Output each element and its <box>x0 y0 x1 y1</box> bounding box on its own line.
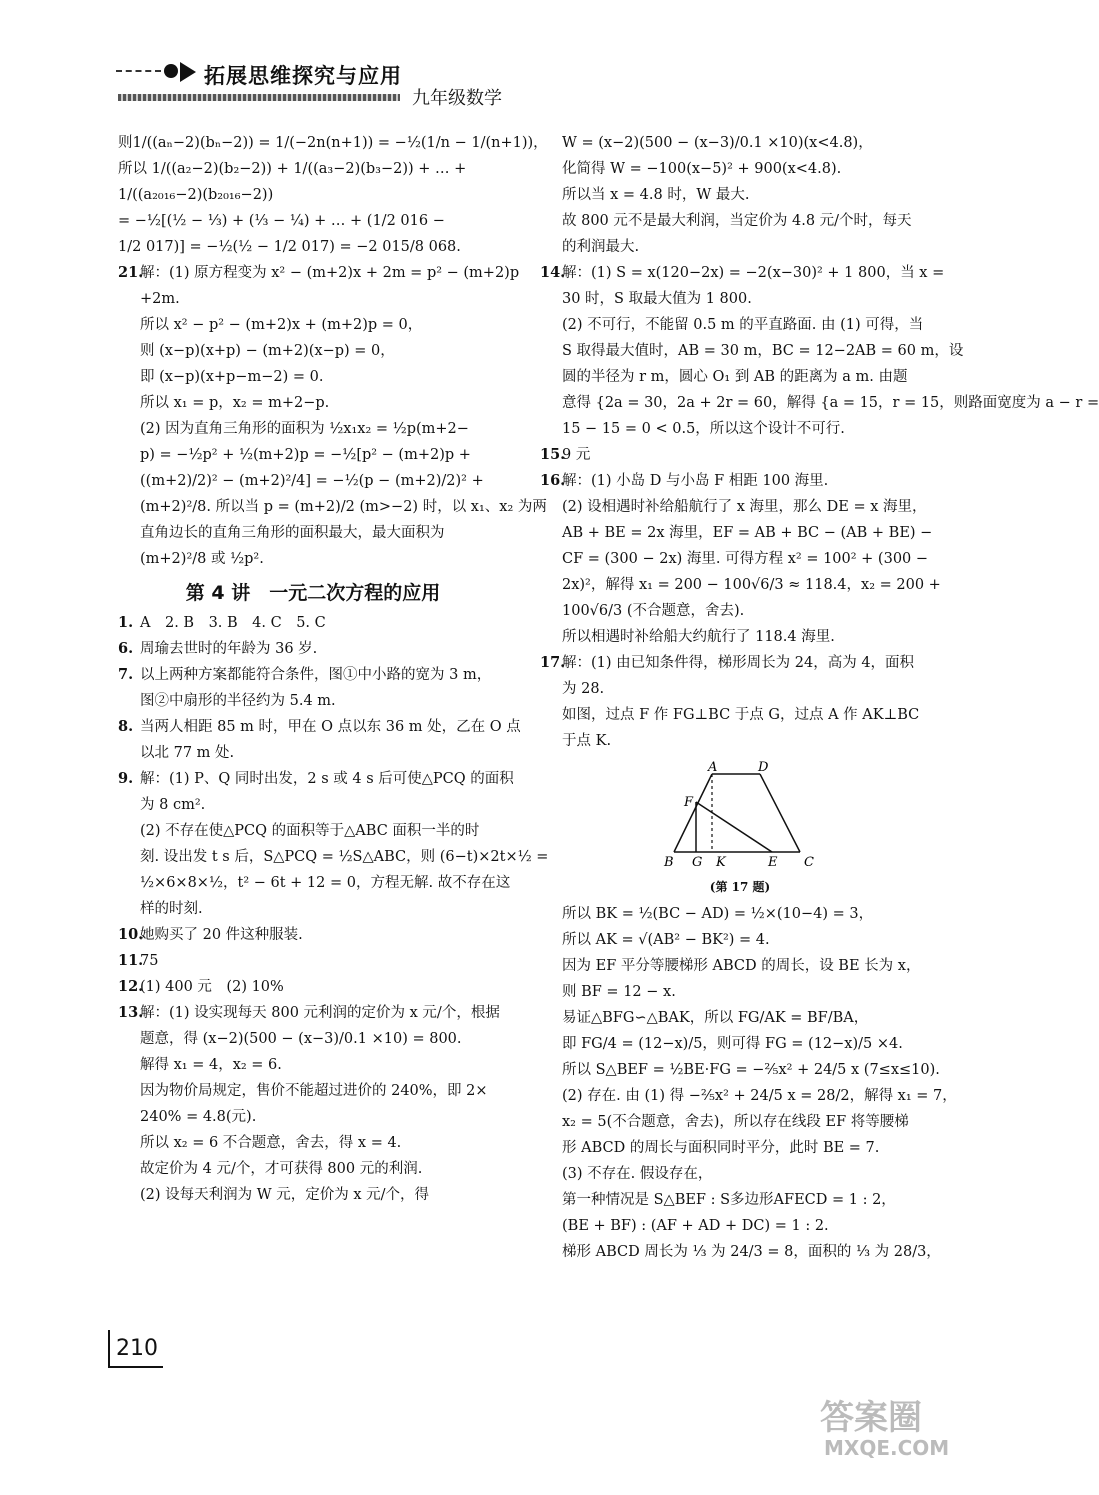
problem-number: 9. <box>118 770 134 787</box>
segment-fe <box>696 802 772 852</box>
text-line <box>118 1078 508 1104</box>
problem-number: 21. <box>118 264 144 281</box>
text-line <box>540 1239 952 1265</box>
line-text: 解：(1) P、Q 同时出发，2 s 或 4 s 后可使△PCQ 的面积 <box>140 771 514 787</box>
watermark-url: MXQE.COM <box>824 1436 950 1460</box>
line-text: 易证△BFG∽△BAK，所以 FG/AK = BF/BA， <box>562 1010 869 1026</box>
grade-subject: 九年级数学 <box>412 88 502 109</box>
line-text: 75 <box>140 953 159 969</box>
text-line <box>118 662 508 688</box>
line-text: 15 − 15 = 0 < 0.5，所以这个设计不可行. <box>562 421 845 437</box>
line-text: 的利润最大. <box>562 239 640 255</box>
line-text: 9 元 <box>562 447 591 463</box>
line-text: ½×6×8×½，t² − 6t + 12 = 0，方程无解. 故不存在这 <box>140 875 511 891</box>
line-text: 为 8 cm². <box>140 797 206 813</box>
header-dot-icon <box>164 64 178 78</box>
text-line <box>540 1057 952 1083</box>
line-text: 30 时，S 取最大值为 1 800. <box>562 291 752 307</box>
text-line <box>118 740 508 766</box>
text-line <box>540 416 952 442</box>
line-text: 题意，得 (x−2)(500 − (x−3)/0.1 ×10) = 800. <box>140 1031 462 1047</box>
trapezoid-diagram <box>660 760 820 870</box>
line-text: 所以 x₁ = p，x₂ = m+2−p. <box>140 395 330 411</box>
series-title: 拓展思维探究与应用 <box>204 64 402 88</box>
left-column <box>118 130 549 1208</box>
line-text: 图②中扇形的半径约为 5.4 m. <box>140 693 336 709</box>
text-line <box>540 1005 952 1031</box>
line-text: (1) 400 元 (2) 10% <box>140 979 284 995</box>
text-line <box>118 948 508 974</box>
text-line <box>540 901 952 927</box>
line-text: 1/((a₂₀₁₆−2)(b₂₀₁₆−2)) <box>118 187 274 203</box>
point-label-k: K <box>716 855 726 870</box>
text-line <box>118 234 508 260</box>
point-label-c: C <box>804 855 814 870</box>
text-line <box>540 1161 952 1187</box>
text-line <box>540 520 952 546</box>
line-text: 如图，过点 F 作 FG⊥BC 于点 G，过点 A 作 AK⊥BC <box>562 707 920 723</box>
page-number: 210 <box>116 1336 158 1361</box>
line-text: 解：(1) 小岛 D 与小岛 F 相距 100 海里. <box>562 473 829 489</box>
problem-number: 6. <box>118 640 134 657</box>
text-line <box>540 442 952 468</box>
text-line <box>118 182 508 208</box>
text-line <box>540 1213 952 1239</box>
text-line <box>540 1031 952 1057</box>
text-line <box>540 1083 957 1109</box>
text-line <box>118 442 508 468</box>
line-text: 解：(1) 设实现每天 800 元利润的定价为 x 元/个，根据 <box>140 1005 500 1021</box>
text-line <box>540 234 952 260</box>
text-line <box>118 1052 508 1078</box>
text-line <box>118 636 508 662</box>
text-line <box>118 1156 508 1182</box>
section-heading: 第 4 讲 一元二次方程的应用 <box>185 582 441 604</box>
line-text: CF = (300 − 2x) 海里. 可得方程 x² = 100² + (300 − <box>562 551 929 567</box>
problem-number: 13. <box>118 1004 144 1021</box>
line-text: 因为 EF 平分等腰梯形 ABCD 的周长，设 BE 长为 x， <box>562 958 921 974</box>
problem-number: 12. <box>118 978 144 995</box>
line-text: +2m. <box>140 291 180 307</box>
page-number-rule <box>108 1330 110 1366</box>
text-line <box>118 364 508 390</box>
point-label-g: G <box>692 855 703 870</box>
text-line <box>118 546 508 572</box>
line-text: 解：(1) S = x(120−2x) = −2(x−30)² + 1 800，当 x = <box>562 265 945 281</box>
line-text: 所以 S△BEF = ½BE·FG = −⅖x² + 24/5 x (7≤x≤10). <box>562 1062 940 1078</box>
text-line <box>540 156 952 182</box>
line-text: (2) 因为直角三角形的面积为 ½x₁x₂ = ½p(m+2− <box>140 421 469 437</box>
problem-number: 16. <box>540 472 566 489</box>
text-line <box>118 338 508 364</box>
header-dash-decoration <box>116 70 161 72</box>
point-label-b: B <box>664 855 674 870</box>
header-arrow-icon <box>180 62 196 82</box>
line-text: 则 BF = 12 − x. <box>562 984 676 1000</box>
line-text: 100√6/3 (不合题意，舍去). <box>562 603 745 619</box>
segment-dc <box>760 774 800 852</box>
text-line <box>118 844 549 870</box>
text-line <box>540 702 952 728</box>
line-text: 解：(1) 原方程变为 x² − (m+2)x + 2m = p² − (m+2)p <box>140 265 520 281</box>
text-line <box>118 416 508 442</box>
text-line <box>540 953 952 979</box>
line-text: (2) 不可行，不能留 0.5 m 的平直路面. 由 (1) 可得，当 <box>562 317 924 333</box>
text-line <box>540 494 952 520</box>
text-line <box>540 286 952 312</box>
point-label-d: D <box>758 760 769 775</box>
line-text: 则 (x−p)(x+p) − (m+2)(x−p) = 0， <box>140 343 395 359</box>
line-text: 圆的半径为 r m，圆心 O₁ 到 AB 的距离为 a m. 由题 <box>562 369 908 385</box>
line-text: (BE + BF) : (AF + AD + DC) = 1 : 2. <box>562 1218 829 1234</box>
text-line <box>540 260 952 286</box>
text-line <box>540 1109 952 1135</box>
text-line <box>118 468 508 494</box>
text-line <box>118 520 508 546</box>
problem-number: 1. <box>118 614 134 631</box>
line-text: 直角边长的直角三角形的面积最大，最大面积为 <box>140 525 445 541</box>
text-line <box>118 688 508 714</box>
text-line <box>540 208 952 234</box>
text-line <box>540 338 964 364</box>
line-text: 所以 BK = ½(BC − AD) = ½×(10−4) = 3， <box>562 906 874 922</box>
line-text: 为 28. <box>562 681 605 697</box>
line-text: W = (x−2)(500 − (x−3)/0.1 ×10)(x<4.8)， <box>562 135 873 151</box>
right-column <box>540 130 1099 1265</box>
text-line <box>540 1187 952 1213</box>
text-line <box>118 610 508 636</box>
line-text: 所以 x₂ = 6 不合题意，舍去，得 x = 4. <box>140 1135 402 1151</box>
line-text: (3) 不存在. 假设存在， <box>562 1166 713 1182</box>
line-text: 所以 1/((a₂−2)(b₂−2)) + 1/((a₃−2)(b₃−2)) + … + <box>118 161 467 177</box>
point-label-f: F <box>684 795 694 810</box>
text-line <box>540 1135 952 1161</box>
problem-number: 7. <box>118 666 134 683</box>
text-line <box>540 650 952 676</box>
point-label-e: E <box>768 855 778 870</box>
text-line <box>118 766 514 792</box>
line-text: 她购买了 20 件这种服装. <box>140 927 303 943</box>
header-bar-decoration <box>118 94 400 101</box>
line-text: S 取得最大值时，AB = 30 m，BC = 12−2AB = 60 m，设 <box>562 343 964 359</box>
line-text: 意得 {2a = 30，2a + 2r = 60，解得 {a = 15，r = 15，则路面宽度为 a − r = <box>562 395 1099 411</box>
problem-number: 11. <box>118 952 144 969</box>
page-number-underline <box>108 1366 163 1368</box>
text-line <box>540 728 952 754</box>
text-line <box>118 792 508 818</box>
line-text: x₂ = 5(不合题意，舍去)，所以存在线段 EF 将等腰梯 <box>562 1114 909 1130</box>
line-text: 故定价为 4 元/个，才可获得 800 元的利润. <box>140 1161 423 1177</box>
text-line <box>540 676 952 702</box>
line-text: 所以相遇时补给船大约航行了 118.4 海里. <box>562 629 835 645</box>
line-text: (2) 设相遇时补给船航行了 x 海里，那么 DE = x 海里， <box>562 499 927 515</box>
text-line <box>118 922 508 948</box>
segment-ba <box>674 774 712 852</box>
text-line <box>118 208 508 234</box>
text-line <box>540 468 952 494</box>
text-line <box>118 1104 508 1130</box>
line-text: 样的时刻. <box>140 901 203 917</box>
text-line <box>118 156 508 182</box>
text-line <box>540 546 952 572</box>
line-text: AB + BE = 2x 海里，EF = AB + BC − (AB + BE) − <box>562 525 933 541</box>
text-line <box>540 364 952 390</box>
page-header <box>112 60 512 109</box>
line-text: 周瑜去世时的年龄为 36 岁. <box>140 641 318 657</box>
line-text: A 2. B 3. B 4. C 5. C <box>140 615 326 631</box>
text-line <box>118 974 508 1000</box>
text-line <box>540 624 952 650</box>
text-line <box>118 1026 508 1052</box>
text-line <box>540 312 952 338</box>
line-text: 于点 K. <box>562 733 612 749</box>
text-line <box>540 927 952 953</box>
problem-number: 17. <box>540 654 566 671</box>
text-line <box>540 572 952 598</box>
watermark-logo: 答案圈 <box>820 1398 922 1438</box>
text-line <box>118 130 548 156</box>
text-line <box>118 1000 508 1026</box>
problem-number: 8. <box>118 718 134 735</box>
line-text: 即 FG/4 = (12−x)/5，则可得 FG = (12−x)/5 ×4. <box>562 1036 903 1052</box>
line-text: 则1/((aₙ−2)(bₙ−2)) = 1/(−2n(n+1)) = −½(1/n − 1/(n+1))， <box>118 135 548 151</box>
text-line <box>118 260 520 286</box>
line-text: = −½[(½ − ⅓) + (⅓ − ¼) + … + (1/2 016 − <box>118 213 445 229</box>
text-line <box>118 390 508 416</box>
text-line <box>540 130 952 156</box>
line-text: 解得 x₁ = 4，x₂ = 6. <box>140 1057 282 1073</box>
text-line <box>118 714 521 740</box>
line-text: (m+2)²/8 或 ½p². <box>140 551 264 567</box>
text-line <box>118 312 508 338</box>
line-text: 所以当 x = 4.8 时，W 最大. <box>562 187 750 203</box>
line-text: 当两人相距 85 m 时，甲在 O 点以东 36 m 处，乙在 O 点 <box>140 719 521 735</box>
line-text: (2) 不存在使△PCQ 的面积等于△ABC 面积一半的时 <box>140 823 480 839</box>
line-text: (m+2)²/8. 所以当 p = (m+2)/2 (m>−2) 时，以 x₁、x₂ 为两 <box>140 499 547 515</box>
line-text: 化简得 W = −100(x−5)² + 900(x<4.8). <box>562 161 842 177</box>
problem-number: 15. <box>540 446 566 463</box>
line-text: 形 ABCD 的周长与面积同时平分，此时 BE = 7. <box>562 1140 880 1156</box>
line-text: ((m+2)/2)² − (m+2)²/4] = −½(p − (m+2)/2)² + <box>140 473 484 489</box>
text-line <box>118 818 508 844</box>
line-text: 以上两种方案都能符合条件，图①中小路的宽为 3 m， <box>140 667 492 683</box>
line-text: (2) 设每天利润为 W 元，定价为 x 元/个，得 <box>140 1187 430 1203</box>
line-text: 梯形 ABCD 周长为 ⅓ 为 24/3 = 8，面积的 ⅓ 为 28/3， <box>562 1244 941 1260</box>
text-line <box>540 390 1099 416</box>
line-text: 2x)²，解得 x₁ = 200 − 100√6/3 ≈ 118.4，x₂ = 200 + <box>562 577 941 593</box>
line-text: 刻. 设出发 t s 后，S△PCQ = ½S△ABC，则 (6−t)×2t×½ = <box>140 849 549 865</box>
text-line <box>118 896 508 922</box>
problem-number: 14. <box>540 264 566 281</box>
text-line <box>540 598 952 624</box>
text-line <box>118 1182 508 1208</box>
line-text: 故 800 元不是最大利润，当定价为 4.8 元/个时，每天 <box>562 213 912 229</box>
line-text: 解：(1) 由已知条件得，梯形周长为 24，高为 4，面积 <box>562 655 915 671</box>
figure-caption: (第 17 题) <box>709 880 771 894</box>
line-text: 所以 x² − p² − (m+2)x + (m+2)p = 0， <box>140 317 423 333</box>
text-line <box>118 1130 508 1156</box>
figure-17 <box>660 760 820 895</box>
line-text: 240% = 4.8(元). <box>140 1109 257 1125</box>
line-text: p) = −½p² + ½(m+2)p = −½[p² − (m+2)p + <box>140 447 471 463</box>
line-text: 第一种情况是 S△BEF : S多边形AFECD = 1 : 2， <box>562 1192 896 1208</box>
text-line <box>540 182 952 208</box>
line-text: 即 (x−p)(x+p−m−2) = 0. <box>140 369 324 385</box>
line-text: (2) 存在. 由 (1) 得 −⅖x² + 24/5 x = 28/2，解得 x₁ = 7， <box>562 1088 957 1104</box>
text-line <box>540 979 952 1005</box>
text-line <box>118 870 511 896</box>
problem-number: 10. <box>118 926 144 943</box>
point-label-a: A <box>708 760 718 775</box>
text-line <box>118 286 508 312</box>
text-line <box>118 494 547 520</box>
line-text: 所以 AK = √(AB² − BK²) = 4. <box>562 932 770 948</box>
line-text: 以北 77 m 处. <box>140 745 235 761</box>
line-text: 1/2 017)] = −½(½ − 1/2 017) = −2 015/8 068. <box>118 239 461 255</box>
line-text: 因为物价局规定，售价不能超过进价的 240%，即 2× <box>140 1083 488 1099</box>
